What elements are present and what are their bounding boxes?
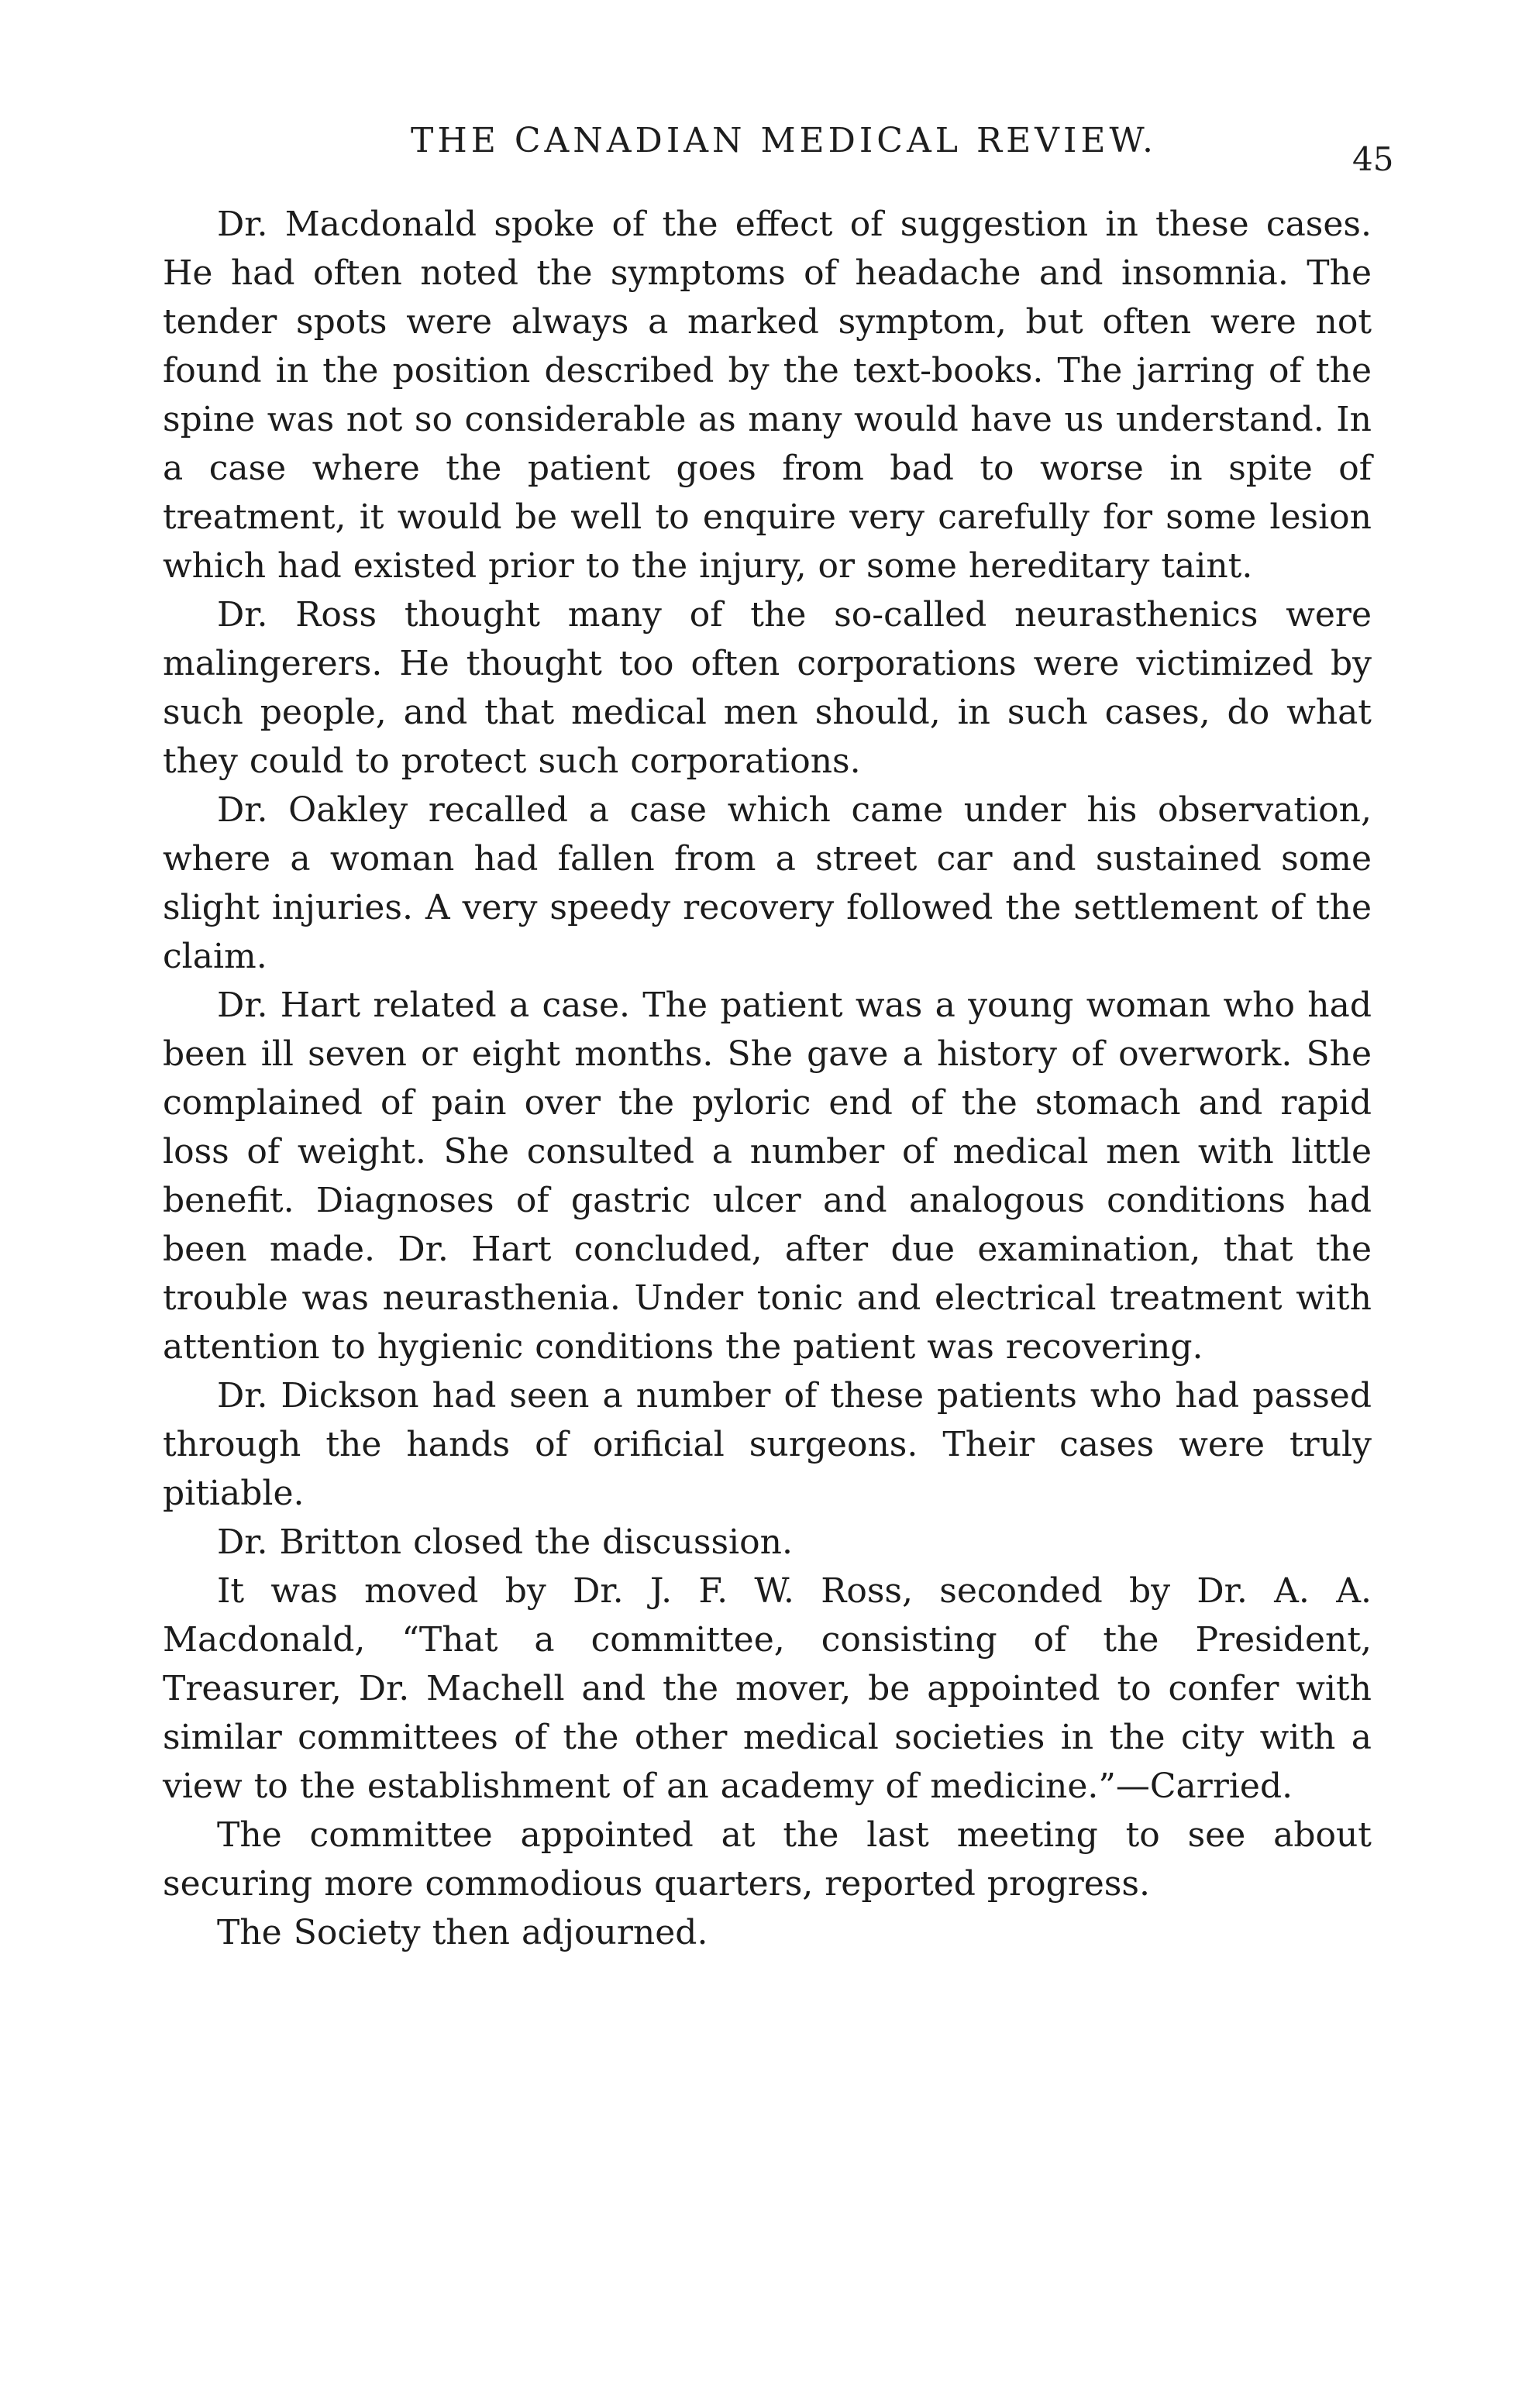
running-title: THE CANADIAN MEDICAL REVIEW. bbox=[411, 121, 1157, 160]
paragraph-motion: It was moved by Dr. J. F. W. Ross, seconded by Dr. A. A. Macdonald, “That a committee, consisting of the President, Treasurer, Dr. Machell and the mover, be appointed to confer with similar committees of the other medical societies in the city with a view to the establishment of an academy of medicine.”—Carried. bbox=[163, 1571, 1372, 1806]
paragraph-dickson: Dr. Dickson had seen a number of these patients who had passed through the hands of orificial surgeons. Their cases were truly pitiable. bbox=[163, 1376, 1372, 1513]
page-number: 45 bbox=[1352, 140, 1394, 178]
paragraph-ross: Dr. Ross thought many of the so-called neurasthenics were malingerers. He thought too often corporations were victimized by such people, and that medical men should, in such cases, do what they could to protect such corporations. bbox=[163, 595, 1372, 781]
paragraph-adjourned: The Society then adjourned. bbox=[217, 1913, 708, 1952]
paragraph-macdonald: Dr. Macdonald spoke of the effect of suggestion in these cases. He had often noted the symptoms of headache and insomnia. The tender spots were always a marked symptom, but often were not found in the position described by the text-books. The jarring of the spine was not so considerable as many would have us understand. In a case where the patient goes from bad to worse in spite of treatment, it would be well to enquire very carefully for some lesion which had existed prior to the injury, or some hereditary taint. bbox=[163, 205, 1372, 586]
paragraph-committee: The committee appointed at the last meeting to see about securing more commodious quarters, reported progress. bbox=[163, 1815, 1372, 1904]
article-body bbox=[163, 200, 1372, 1957]
paragraph-hart: Dr. Hart related a case. The patient was a young woman who had been ill seven or eight months. She gave a history of overwork. She complained of pain over the pyloric end of the stomach and rapid loss of weight. She consulted a number of medical men with little benefit. Diagnoses of gastric ulcer and analogous conditions had been made. Dr. Hart concluded, after due examination, that the trouble was neurasthenia. Under tonic and electrical treatment with attention to hygienic conditions the patient was recovering. bbox=[163, 986, 1372, 1367]
paragraph-britton: Dr. Britton closed the discussion. bbox=[217, 1522, 793, 1562]
paragraph-oakley: Dr. Oakley recalled a case which came under his observation, where a woman had fallen from a street car and sustained some slight injuries. A very speedy recovery followed the settlement of the claim. bbox=[163, 790, 1372, 976]
